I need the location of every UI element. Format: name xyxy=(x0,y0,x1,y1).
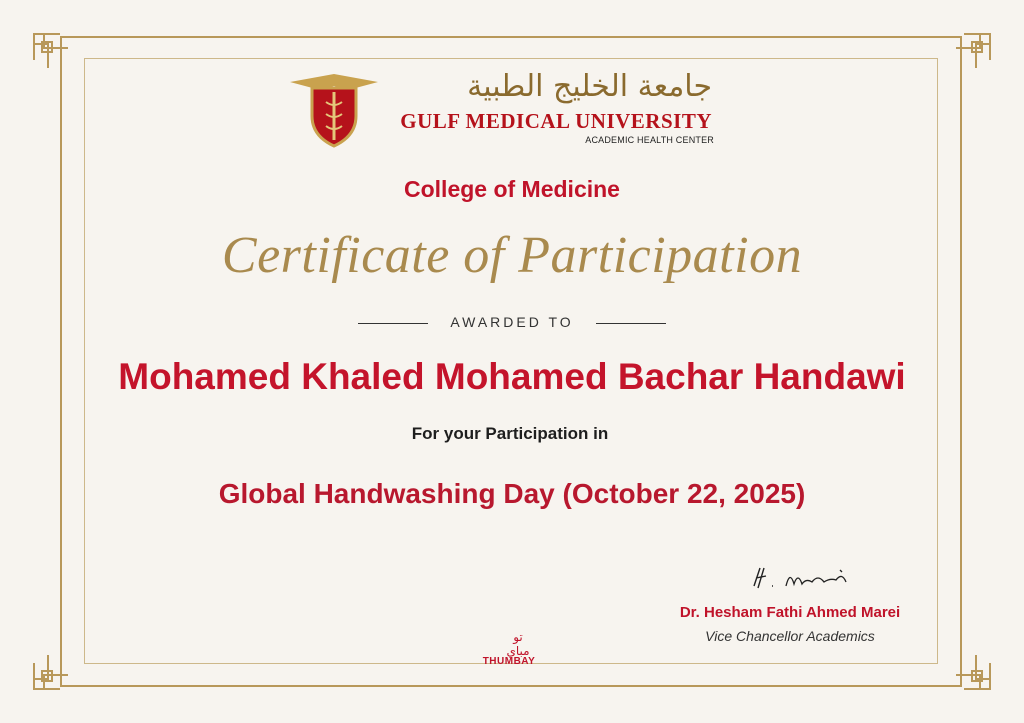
thumbay-name: THUMBAY xyxy=(482,656,536,667)
divider-right xyxy=(596,323,666,324)
awarded-to-label xyxy=(0,314,1024,330)
recipient-name: Mohamed Khaled Mohamed Bachar Handawi xyxy=(118,356,906,397)
university-logo xyxy=(288,62,728,152)
thumbay-arabic-mark: تو مباي xyxy=(506,630,530,658)
logo-subtitle: ACADEMIC HEALTH CENTER xyxy=(585,135,714,145)
signatory-title: Vice Chancellor Academics xyxy=(705,628,875,644)
event-name: Global Handwashing Day (October 22, 2025) xyxy=(218,478,806,509)
signature xyxy=(746,560,866,596)
corner-ornament-top-left xyxy=(24,24,94,94)
participation-text: For your Participation in xyxy=(411,424,609,443)
awarded-to-text: AWARDED TO xyxy=(450,314,574,330)
thumbay-logo xyxy=(470,630,570,678)
corner-ornament-top-right xyxy=(930,24,1000,94)
signatory-name: Dr. Hesham Fathi Ahmed Marei xyxy=(679,604,901,621)
college-name: College of Medicine xyxy=(404,176,620,202)
logo-arabic-name: جامعة الخليج الطبية xyxy=(467,69,712,104)
certificate-title: Certificate of Participation xyxy=(221,227,803,284)
corner-ornament-bottom-right xyxy=(930,629,1000,699)
eagle-emblem-icon xyxy=(288,64,380,148)
corner-ornament-bottom-left xyxy=(24,629,94,699)
logo-english-name: GULF MEDICAL UNIVERSITY xyxy=(400,109,712,133)
divider-left xyxy=(358,323,428,324)
